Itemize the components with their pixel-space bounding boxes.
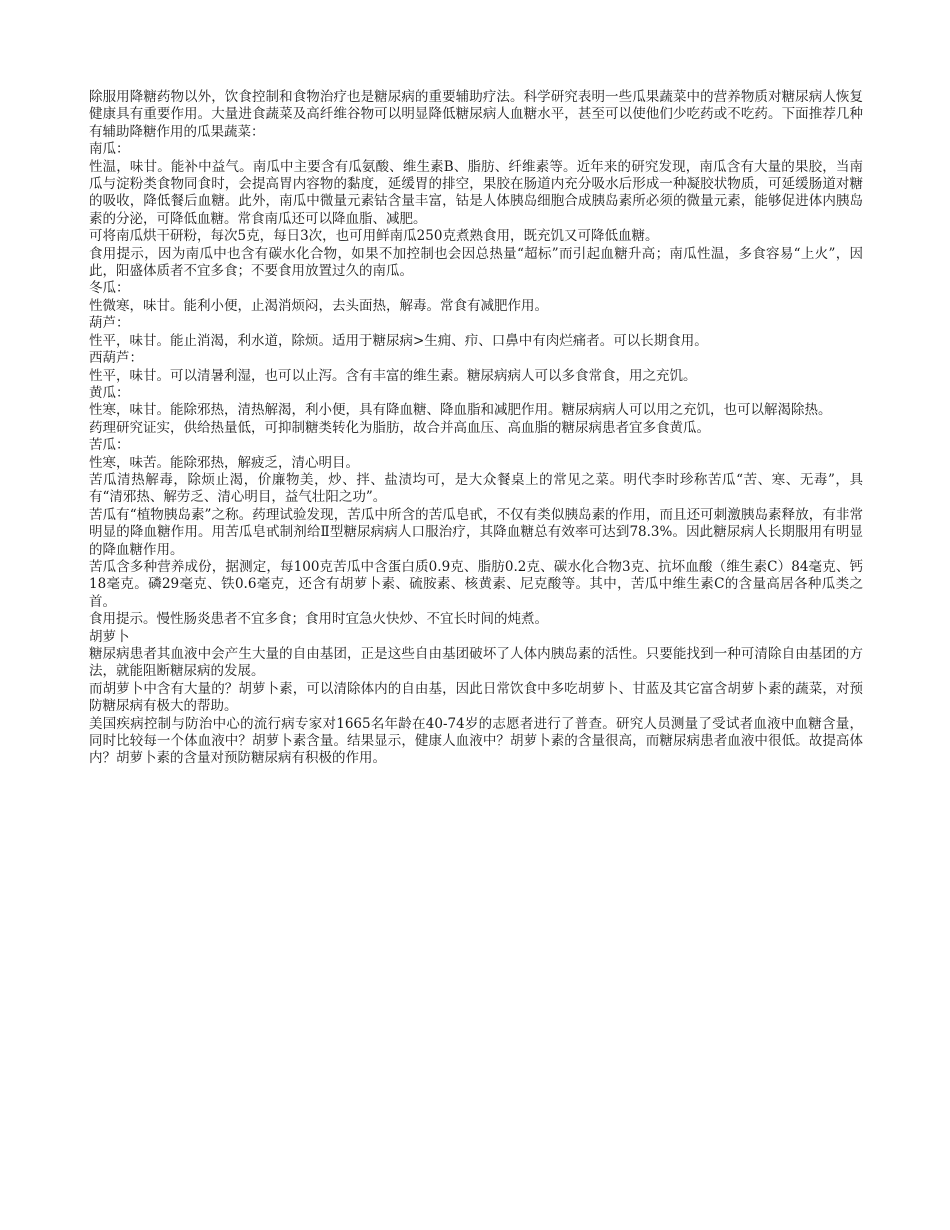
carrot-free-radicals: 糖尿病患者其血液中会产生大量的自由基团，正是这些自由基团破坏了人体内胰岛素的活性。只要能找到一种可清除自由基团的方法，就能阻断糖尿病的发展。 (89, 646, 863, 680)
winter-melon-properties: 性微寒，味甘。能利小便，止渴消烦闷，去头面热，解毒。常食有减肥作用。 (89, 297, 548, 314)
heading-zucchini: 西葫芦： (89, 350, 143, 367)
pumpkin-tip: 食用提示，因为南瓜中也含有碳水化合物，如果不加控制也会因总热量“超标”而引起血糖升高；南瓜性温，多食容易“上火”，因此，阳盛体质者不宜多食；不要食用放置过久的南瓜。 (89, 245, 863, 280)
article-body (89, 89, 863, 768)
intro-paragraph: 除服用降糖药物以外，饮食控制和食物治疗也是糖尿病的重要辅助疗法。科学研究表明一些瓜果蔬菜中的营养物质对糖尿病人恢复健康具有重要作用。大量进食蔬菜及高纤维谷物可以明显降低糖尿病人血糖水平，甚至可以使他们少吃药或不吃药。下面推荐几种有辅助降糖作用的瓜果蔬菜： (89, 89, 863, 140)
bitter-melon-properties: 性寒，味苦。能除邪热，解疲乏，清心明目。 (89, 454, 359, 471)
bitter-melon-description: 苦瓜清热解毒，除烦止渴，价廉物美，炒、拌、盐渍均可，是大众餐桌上的常见之菜。明代李时珍称苦瓜“苦、寒、无毒”，具有“清邪热、解劳乏、清心明目，益气壮阳之功”。 (89, 471, 863, 506)
heading-carrot: 胡萝卜 (89, 628, 130, 645)
bitter-melon-nutrition: 苦瓜含多种营养成份，据测定，每100克苦瓜中含蛋白质0.9克、脂肪0.2克、碳水化合物3克、抗坏血酸（维生素C）84毫克、钙18毫克。磷29毫克、铁0.6毫克，还含有胡萝卜素、硫胺素、核黄素、尼克酸等。其中，苦瓜中维生素C的含量高居各种瓜类之首。 (89, 558, 863, 610)
cucumber-research: 药理研究证实，供给热量低，可抑制糖类转化为脂肪，故合并高血压、高血脂的糖尿病患者宜多食黄瓜。 (89, 419, 710, 436)
zucchini-properties: 性平，味甘。可以清暑利湿，也可以止泻。含有丰富的维生素。糖尿病病人可以多食常食，用之充饥。 (89, 367, 697, 384)
heading-gourd: 葫芦： (89, 315, 130, 332)
carrot-carotene: 而胡萝卜中含有大量的？胡萝卜素，可以清除体内的自由基，因此日常饮食中多吃胡萝卜、甘蓝及其它富含胡萝卜素的蔬菜，对预防糖尿病有极大的帮助。 (89, 680, 863, 715)
pumpkin-usage: 可将南瓜烘干研粉，每次5克，每日3次，也可用鲜南瓜250克煮熟食用，既充饥又可降低血糖。 (89, 228, 659, 245)
heading-cucumber: 黄瓜： (89, 384, 130, 401)
cucumber-properties: 性寒，味甘。能除邪热，清热解渴，利小便，具有降血糖、降血脂和减肥作用。糖尿病病人可以用之充饥，也可以解渴除热。 (89, 402, 832, 419)
pumpkin-properties: 性温，味甘。能补中益气。南瓜中主要含有瓜氨酸、维生素B、脂肪、纤维素等。近年来的研究发现，南瓜含有大量的果胶，当南瓜与淀粉类食物同食时，会提高胃内容物的黏度，延缓胃的排空，果胶在肠道内充分吸水后形成一种凝胶状物质，可延缓肠道对糖的吸收，降低餐后血糖。此外，南瓜中微量元素钴含量丰富，钴是人体胰岛细胞合成胰岛素所必须的微量元素，能够促进体内胰岛素的分泌，可降低血糖。常食南瓜还可以降血脂、减肥。 (89, 158, 863, 227)
bitter-melon-tip: 食用提示。慢性肠炎患者不宜多食；食用时宜急火快炒、不宜长时间的炖煮。 (89, 611, 548, 628)
gourd-properties: 性平，味甘。能止消渴，利水道，除烦。适用于糖尿病>生痈、疖、口鼻中有肉烂痛者。可以长期食用。 (89, 332, 708, 349)
heading-winter-melon: 冬瓜： (89, 280, 130, 297)
carrot-study: 美国疾病控制与防治中心的流行病专家对1665名年龄在40-74岁的志愿者进行了普查。研究人员测量了受试者血液中血糖含量，同时比较每一个体血液中？胡萝卜素含量。结果显示，健康人血液中？胡萝卜素的含量很高，而糖尿病患者血液中很低。故提高体内？胡萝卜素的含量对预防糖尿病有积极的作用。 (89, 715, 863, 767)
heading-pumpkin: 南瓜： (89, 141, 130, 158)
heading-bitter-melon: 苦瓜： (89, 437, 130, 454)
bitter-melon-research: 苦瓜有“植物胰岛素”之称。药理试验发现，苦瓜中所含的苦瓜皂甙，不仅有类似胰岛素的作用，而且还可刺激胰岛素释放，有非常明显的降血糖作用。用苦瓜皂甙制剂给Ⅱ型糖尿病病人口服治疗，其降血糖总有效率可达到78.3%。因此糖尿病人长期服用有明显的降血糖作用。 (89, 506, 863, 558)
